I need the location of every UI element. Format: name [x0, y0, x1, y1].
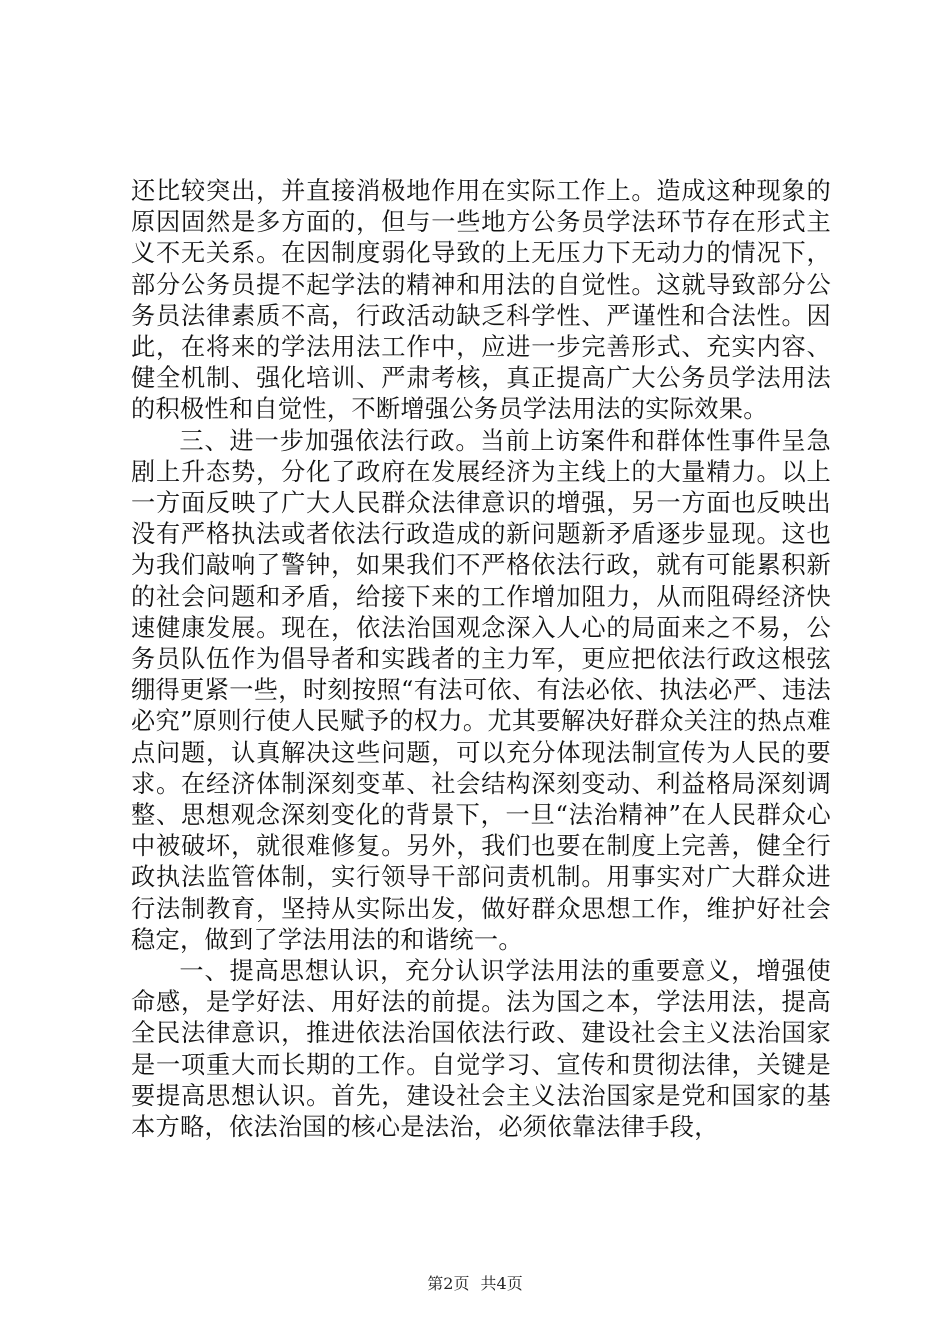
paragraph-section-three: 三、进一步加强依法行政。当前上访案件和群体性事件呈急剧上升态势，分化了政府在发展经济为主线上的大量精力。以上一方面反映了广大人民群众法律意识的增强，另一方面也反映出没有严格执法或者依法行政造成的新问题新矛盾逐步显现。这也为我们敲响了警钟，如果我们不严格依法行政，就有可能累积新的社会问题和矛盾，给接下来的工作增加阻力，从而阻碍经济快速健康发展。现在，依法治国观念深入人心的局面来之不易，公务员队伍作为倡导者和实践者的主力军，更应把依法行政这根弦绷得更紧一些，时刻按照“有法可依、有法必依、执法必严、违法必究”原则行使人民赋予的权力。尤其要解决好群众关注的热点难点问题，认真解决这些问题，可以充分体现法制宣传为人民的要求。在经济体制深刻变革、社会结构深刻变动、利益格局深刻调整、思想观念深刻变化的背景下，一旦“法治精神”在人民群众心中被破坏，就很难修复。另外，我们也要在制度上完善，健全行政执法监管体制，实行领导干部问责机制。用事实对广大群众进行法制教育，坚持从实际出发，做好群众思想工作，维护好社会稳定，做到了学法用法的和谐统一。 — [131, 426, 831, 954]
paragraph-continuation: 还比较突出，并直接消极地作用在实际工作上。造成这种现象的原因固然是多方面的，但与一些地方公务员学法环节存在形式主义不无关系。在因制度弱化导致的上无压力下无动力的情况下，部分公务员提不起学法的精神和用法的自觉性。这就导致部分公务员法律素质不高，行政活动缺乏科学性、严谨性和合法性。因此，在将来的学法用法工作中，应进一步完善形式、充实内容、健全机制、强化培训、严肃考核，真正提高广大公务员学法用法的积极性和自觉性，不断增强公务员学法用法的实际效果。 — [131, 177, 831, 424]
paragraph-section-one: 一、提高思想认识，充分认识学法用法的重要意义，增强使命感，是学好法、用好法的前提。法为国之本，学法用法，提高全民法律意识，推进依法治国依法行政、建设社会主义法治国家是一项重大而长期的工作。自觉学习、宣传和贯彻法律，关键是要提高思想认识。首先，建设社会主义法治国家是党和国家的基本方略，依法治国的核心是法治，必须依靠法律手段， — [131, 957, 831, 1142]
page-footer — [0, 1274, 950, 1294]
page-number: 第2页 — [427, 1274, 470, 1293]
document-body — [131, 176, 831, 1143]
page-total: 共4页 — [480, 1274, 523, 1293]
